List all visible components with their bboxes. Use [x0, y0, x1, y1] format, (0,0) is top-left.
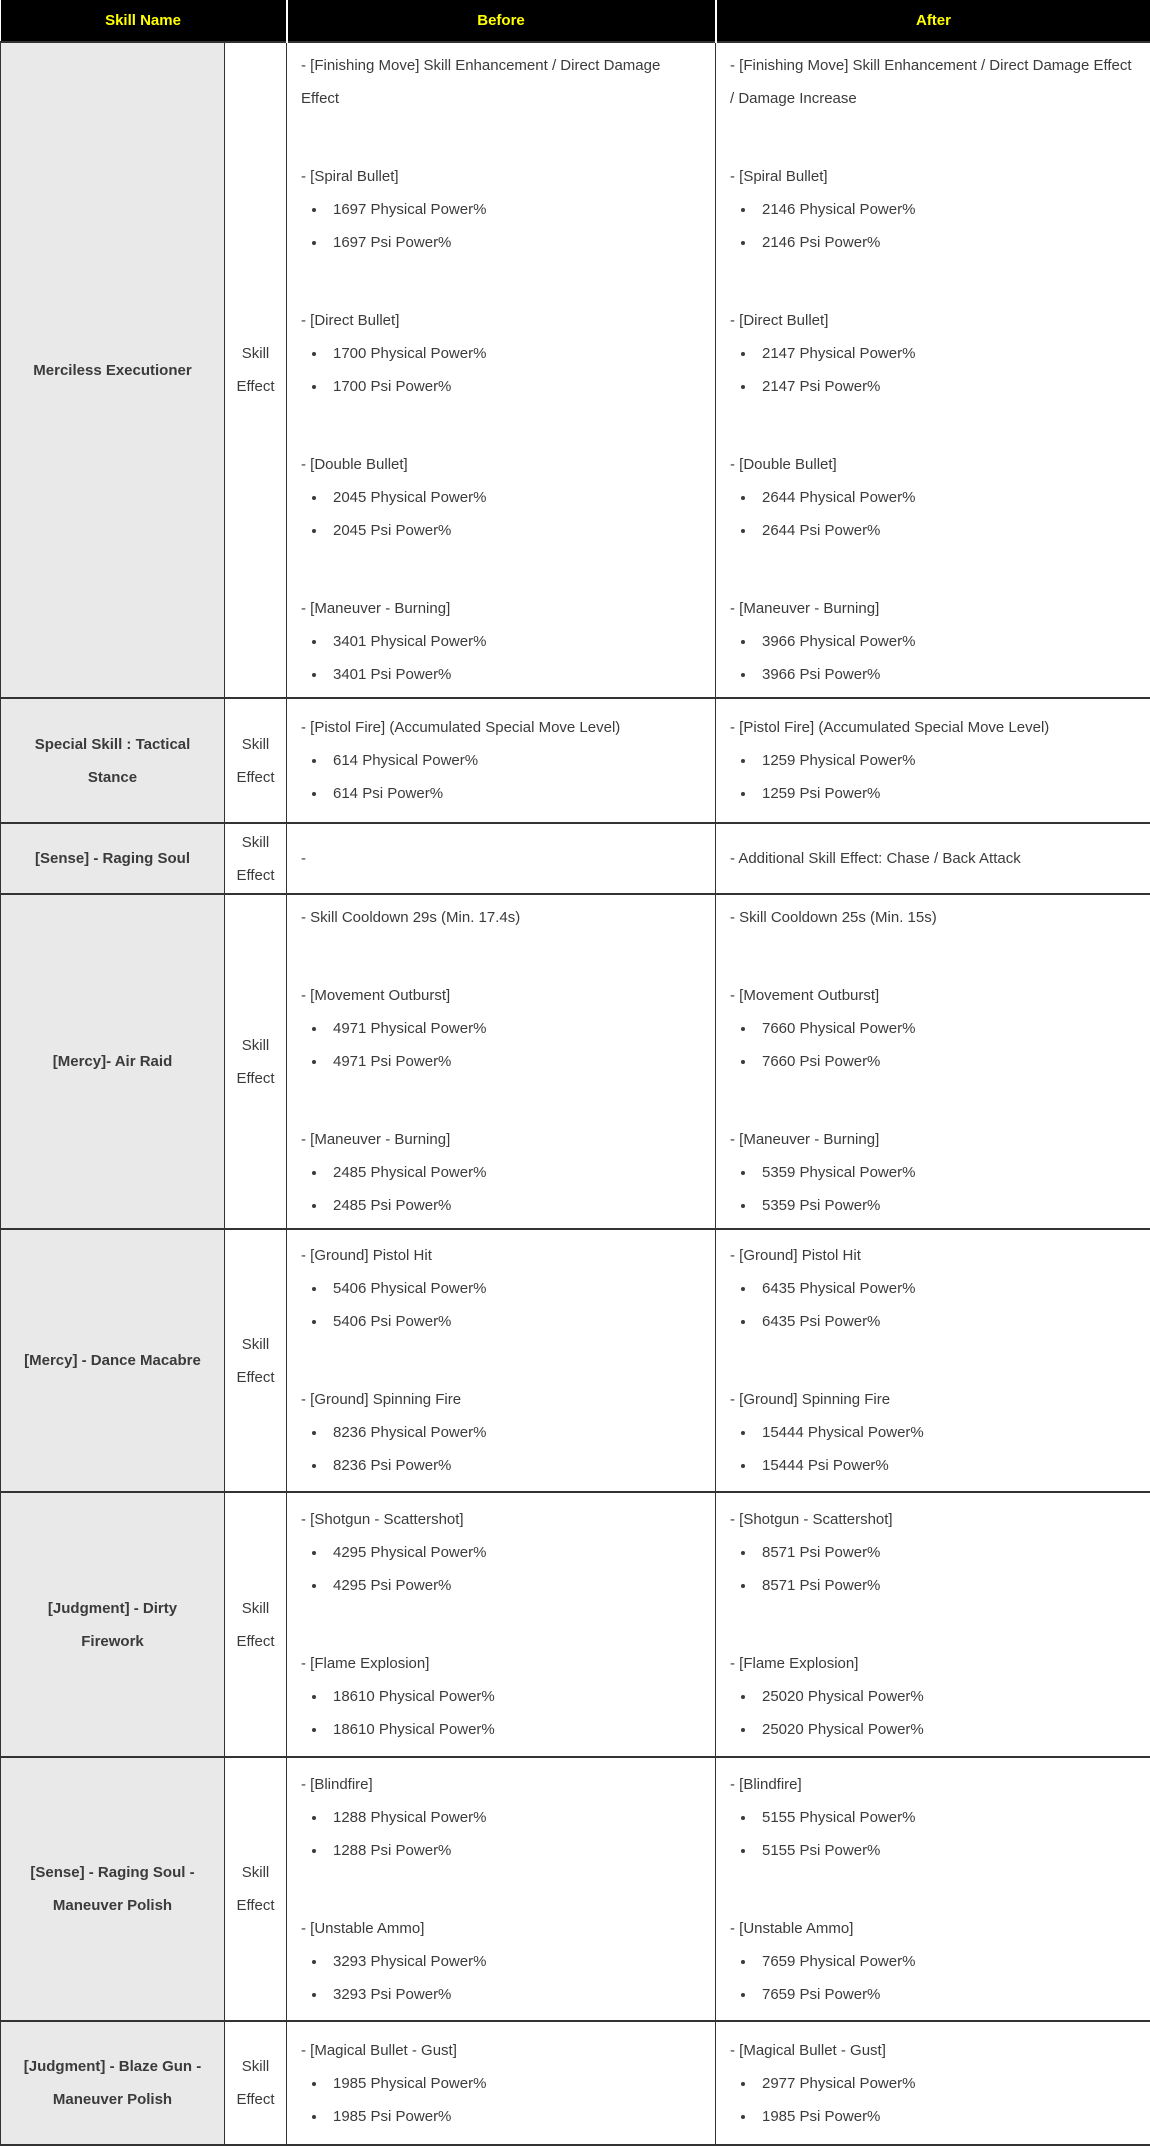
stat-item: • 3293 Physical Power% [327, 1945, 701, 1978]
effect-section [730, 711, 1136, 810]
before-cell [287, 823, 716, 894]
effect-section [301, 1647, 701, 1746]
stat-list [730, 625, 1136, 691]
stat-list [730, 1416, 1136, 1482]
stat-list [730, 1012, 1136, 1078]
skill-effect-label: Skill Effect [236, 2058, 274, 2108]
effect-section [301, 901, 701, 934]
stat-item: • 4295 Psi Power% [327, 1569, 701, 1602]
stat-item: • 2977 Physical Power% [756, 2067, 1136, 2100]
stat-list [730, 1272, 1136, 1338]
skill-name: [Mercy]- Air Raid [53, 1053, 172, 1070]
stat-item: • 8571 Psi Power% [756, 1536, 1136, 1569]
stat-item: • 8571 Psi Power% [756, 1569, 1136, 1602]
stat-item: • 2146 Psi Power% [756, 226, 1136, 259]
section-title: - [Shotgun - Scattershot] [301, 1503, 701, 1536]
stat-item: • 5359 Physical Power% [756, 1156, 1136, 1189]
effect-section [730, 979, 1136, 1078]
skill-effect-label: Skill Effect [236, 736, 274, 786]
table-row [1, 1229, 1150, 1492]
stat-item: • 18610 Physical Power% [327, 1713, 701, 1746]
stat-item: • 2485 Psi Power% [327, 1189, 701, 1222]
after-cell [716, 823, 1150, 894]
effect-section [730, 160, 1136, 259]
stat-item: • 1697 Physical Power% [327, 193, 701, 226]
stat-list [730, 1945, 1136, 2011]
stat-list [301, 2067, 701, 2133]
table-row [1, 1492, 1150, 1757]
stat-list [730, 2067, 1136, 2133]
effect-section [301, 711, 701, 810]
skill-name-cell [1, 894, 225, 1229]
stat-item: • 4971 Psi Power% [327, 1045, 701, 1078]
stat-item: • 3293 Psi Power% [327, 1978, 701, 2011]
stat-item: • 2045 Psi Power% [327, 514, 701, 547]
skill-effect-label: Skill Effect [236, 1037, 274, 1087]
section-title: - Skill Cooldown 25s (Min. 15s) [730, 901, 1136, 934]
effect-section [730, 304, 1136, 403]
after-cell [716, 42, 1150, 698]
stat-item: • 25020 Physical Power% [756, 1713, 1136, 1746]
section-title: - [Maneuver - Burning] [730, 592, 1136, 625]
stat-item: • 5359 Psi Power% [756, 1189, 1136, 1222]
effect-section [730, 1123, 1136, 1222]
section-title: - [Pistol Fire] (Accumulated Special Move Level) [730, 711, 1136, 744]
effect-section [301, 1503, 701, 1602]
stat-item: • 15444 Physical Power% [756, 1416, 1136, 1449]
effect-section [730, 448, 1136, 547]
stat-list [301, 1156, 701, 1222]
stat-item: • 3401 Physical Power% [327, 625, 701, 658]
effect-section [730, 1912, 1136, 2011]
header-before: Before [287, 0, 716, 42]
section-title: - [Ground] Spinning Fire [730, 1383, 1136, 1416]
stat-list [301, 337, 701, 403]
after-cell [716, 2021, 1150, 2145]
section-title: - [Double Bullet] [730, 448, 1136, 481]
stat-item: • 25020 Physical Power% [756, 1680, 1136, 1713]
skill-name-cell [1, 1492, 225, 1757]
effect-section [301, 842, 701, 875]
stat-list [301, 1536, 701, 1602]
stat-list [301, 1272, 701, 1338]
skill-effect-cell [225, 2021, 287, 2145]
stat-item: • 6435 Physical Power% [756, 1272, 1136, 1305]
skill-effect-label: Skill Effect [236, 345, 274, 395]
stat-item: • 2644 Physical Power% [756, 481, 1136, 514]
skill-effect-cell [225, 894, 287, 1229]
effect-section [301, 1768, 701, 1867]
before-cell [287, 1757, 716, 2021]
section-title: - [Unstable Ammo] [730, 1912, 1136, 1945]
stat-list [301, 1945, 701, 2011]
section-title: - [Flame Explosion] [301, 1647, 701, 1680]
section-title: - [Maneuver - Burning] [301, 1123, 701, 1156]
section-title: - [Magical Bullet - Gust] [730, 2034, 1136, 2067]
stat-list [730, 1801, 1136, 1867]
effect-section [301, 592, 701, 691]
stat-list [730, 1680, 1136, 1746]
stat-item: • 5406 Psi Power% [327, 1305, 701, 1338]
skill-effect-label: Skill Effect [236, 1600, 274, 1650]
section-title: - [Shotgun - Scattershot] [730, 1503, 1136, 1536]
section-title: - [Spiral Bullet] [730, 160, 1136, 193]
stat-list [301, 1680, 701, 1746]
stat-item: • 614 Psi Power% [327, 777, 701, 810]
skill-name: [Sense] - Raging Soul [35, 850, 190, 867]
effect-section [301, 49, 701, 115]
section-title: - Skill Cooldown 29s (Min. 17.4s) [301, 901, 701, 934]
skill-effect-label: Skill Effect [236, 1336, 274, 1386]
table-row [1, 823, 1150, 894]
stat-item: • 3966 Physical Power% [756, 625, 1136, 658]
effect-section [301, 979, 701, 1078]
after-cell [716, 894, 1150, 1229]
section-title: - [Movement Outburst] [301, 979, 701, 1012]
skill-name: Merciless Executioner [33, 362, 191, 379]
effect-section [730, 1503, 1136, 1602]
skill-effect-label: Skill Effect [236, 1864, 274, 1914]
skill-name-cell [1, 1229, 225, 1492]
stat-list [730, 1536, 1136, 1602]
effect-section [730, 1383, 1136, 1482]
stat-item: • 7660 Physical Power% [756, 1012, 1136, 1045]
section-title: - [Magical Bullet - Gust] [301, 2034, 701, 2067]
effect-section [730, 1647, 1136, 1746]
stat-list [301, 193, 701, 259]
effect-section [730, 592, 1136, 691]
effect-section [301, 1383, 701, 1482]
skill-effect-cell [225, 1229, 287, 1492]
stat-item: • 1985 Psi Power% [327, 2100, 701, 2133]
stat-item: • 1288 Psi Power% [327, 1834, 701, 1867]
section-title: - [Direct Bullet] [730, 304, 1136, 337]
section-title: - [Blindfire] [730, 1768, 1136, 1801]
section-title: - [Ground] Pistol Hit [730, 1239, 1136, 1272]
section-title: - [301, 842, 701, 875]
section-title: - [Movement Outburst] [730, 979, 1136, 1012]
table-row [1, 894, 1150, 1229]
effect-section [301, 2034, 701, 2133]
effect-section [301, 1239, 701, 1338]
before-cell [287, 2021, 716, 2145]
stat-item: • 7659 Psi Power% [756, 1978, 1136, 2011]
stat-list [301, 744, 701, 810]
stat-item: • 614 Physical Power% [327, 744, 701, 777]
skill-name: [Judgment] - Dirty Firework [48, 1600, 177, 1650]
stat-list [301, 625, 701, 691]
after-cell [716, 1229, 1150, 1492]
section-title: - [Blindfire] [301, 1768, 701, 1801]
skill-name: [Mercy] - Dance Macabre [24, 1352, 201, 1369]
stat-item: • 7660 Psi Power% [756, 1045, 1136, 1078]
before-cell [287, 894, 716, 1229]
stat-item: • 4295 Physical Power% [327, 1536, 701, 1569]
table-row [1, 2021, 1150, 2145]
stat-item: • 5155 Psi Power% [756, 1834, 1136, 1867]
skill-name-cell [1, 698, 225, 823]
stat-item: • 3966 Psi Power% [756, 658, 1136, 691]
stat-item: • 6435 Psi Power% [756, 1305, 1136, 1338]
stat-list [301, 1416, 701, 1482]
skill-effect-cell [225, 1757, 287, 2021]
table-header [1, 0, 1150, 42]
stat-list [301, 1012, 701, 1078]
after-cell [716, 698, 1150, 823]
section-title: - [Maneuver - Burning] [301, 592, 701, 625]
header-after: After [716, 0, 1150, 42]
effect-section [730, 1239, 1136, 1338]
after-cell [716, 1757, 1150, 2021]
effect-section [301, 160, 701, 259]
stat-list [730, 193, 1136, 259]
table-row [1, 698, 1150, 823]
after-cell [716, 1492, 1150, 1757]
section-title: - [Ground] Spinning Fire [301, 1383, 701, 1416]
effect-section [301, 448, 701, 547]
stat-item: • 1700 Physical Power% [327, 337, 701, 370]
stat-item: • 2147 Psi Power% [756, 370, 1136, 403]
skill-name-cell [1, 42, 225, 698]
stat-item: • 4971 Physical Power% [327, 1012, 701, 1045]
stat-list [730, 1156, 1136, 1222]
section-title: - [Spiral Bullet] [301, 160, 701, 193]
header-row [1, 0, 1150, 42]
effect-section [301, 1912, 701, 2011]
before-cell [287, 1492, 716, 1757]
section-title: - [Finishing Move] Skill Enhancement / Direct Damage Effect [301, 49, 701, 115]
table-row [1, 42, 1150, 698]
skill-effect-label: Skill Effect [236, 834, 274, 884]
stat-item: • 8236 Psi Power% [327, 1449, 701, 1482]
stat-item: • 1259 Psi Power% [756, 777, 1136, 810]
stat-item: • 18610 Physical Power% [327, 1680, 701, 1713]
stat-item: • 1985 Physical Power% [327, 2067, 701, 2100]
effect-section [730, 1768, 1136, 1867]
before-cell [287, 42, 716, 698]
section-title: - [Finishing Move] Skill Enhancement / Direct Damage Effect / Damage Increase [730, 49, 1136, 115]
skill-effect-cell [225, 42, 287, 698]
effect-section [730, 2034, 1136, 2133]
stat-item: • 5155 Physical Power% [756, 1801, 1136, 1834]
section-title: - [Direct Bullet] [301, 304, 701, 337]
skill-name: Special Skill : Tactical Stance [35, 736, 191, 786]
stat-list [301, 1801, 701, 1867]
stat-item: • 3401 Psi Power% [327, 658, 701, 691]
skill-name: [Sense] - Raging Soul - Maneuver Polish [30, 1864, 194, 1914]
stat-list [730, 337, 1136, 403]
effect-section [730, 901, 1136, 934]
stat-item: • 2485 Physical Power% [327, 1156, 701, 1189]
header-skill-name: Skill Name [1, 0, 287, 42]
skill-effect-cell [225, 823, 287, 894]
skill-effect-cell [225, 1492, 287, 1757]
skill-name-cell [1, 823, 225, 894]
section-title: - [Unstable Ammo] [301, 1912, 701, 1945]
section-title: - [Double Bullet] [301, 448, 701, 481]
skill-name: [Judgment] - Blaze Gun - Maneuver Polish [24, 2058, 202, 2108]
before-cell [287, 1229, 716, 1492]
stat-list [301, 481, 701, 547]
skill-name-cell [1, 2021, 225, 2145]
stat-item: • 2147 Physical Power% [756, 337, 1136, 370]
stat-item: • 1259 Physical Power% [756, 744, 1136, 777]
stat-item: • 8236 Physical Power% [327, 1416, 701, 1449]
stat-item: • 1288 Physical Power% [327, 1801, 701, 1834]
stat-item: • 1697 Psi Power% [327, 226, 701, 259]
stat-item: • 5406 Physical Power% [327, 1272, 701, 1305]
section-title: - [Maneuver - Burning] [730, 1123, 1136, 1156]
section-title: - [Ground] Pistol Hit [301, 1239, 701, 1272]
effect-section [301, 1123, 701, 1222]
stat-item: • 2146 Physical Power% [756, 193, 1136, 226]
skill-name-cell [1, 1757, 225, 2021]
stat-list [730, 481, 1136, 547]
stat-list [730, 744, 1136, 810]
stat-item: • 2045 Physical Power% [327, 481, 701, 514]
effect-section [301, 304, 701, 403]
table-body [1, 42, 1150, 2145]
section-title: - [Flame Explosion] [730, 1647, 1136, 1680]
effect-section [730, 49, 1136, 115]
table-row [1, 1757, 1150, 2021]
stat-item: • 2644 Psi Power% [756, 514, 1136, 547]
stat-item: • 1985 Psi Power% [756, 2100, 1136, 2133]
section-title: - Additional Skill Effect: Chase / Back Attack [730, 842, 1136, 875]
stat-item: • 1700 Psi Power% [327, 370, 701, 403]
stat-item: • 7659 Physical Power% [756, 1945, 1136, 1978]
before-cell [287, 698, 716, 823]
stat-item: • 15444 Psi Power% [756, 1449, 1136, 1482]
effect-section [730, 842, 1136, 875]
skill-effect-cell [225, 698, 287, 823]
section-title: - [Pistol Fire] (Accumulated Special Move Level) [301, 711, 701, 744]
